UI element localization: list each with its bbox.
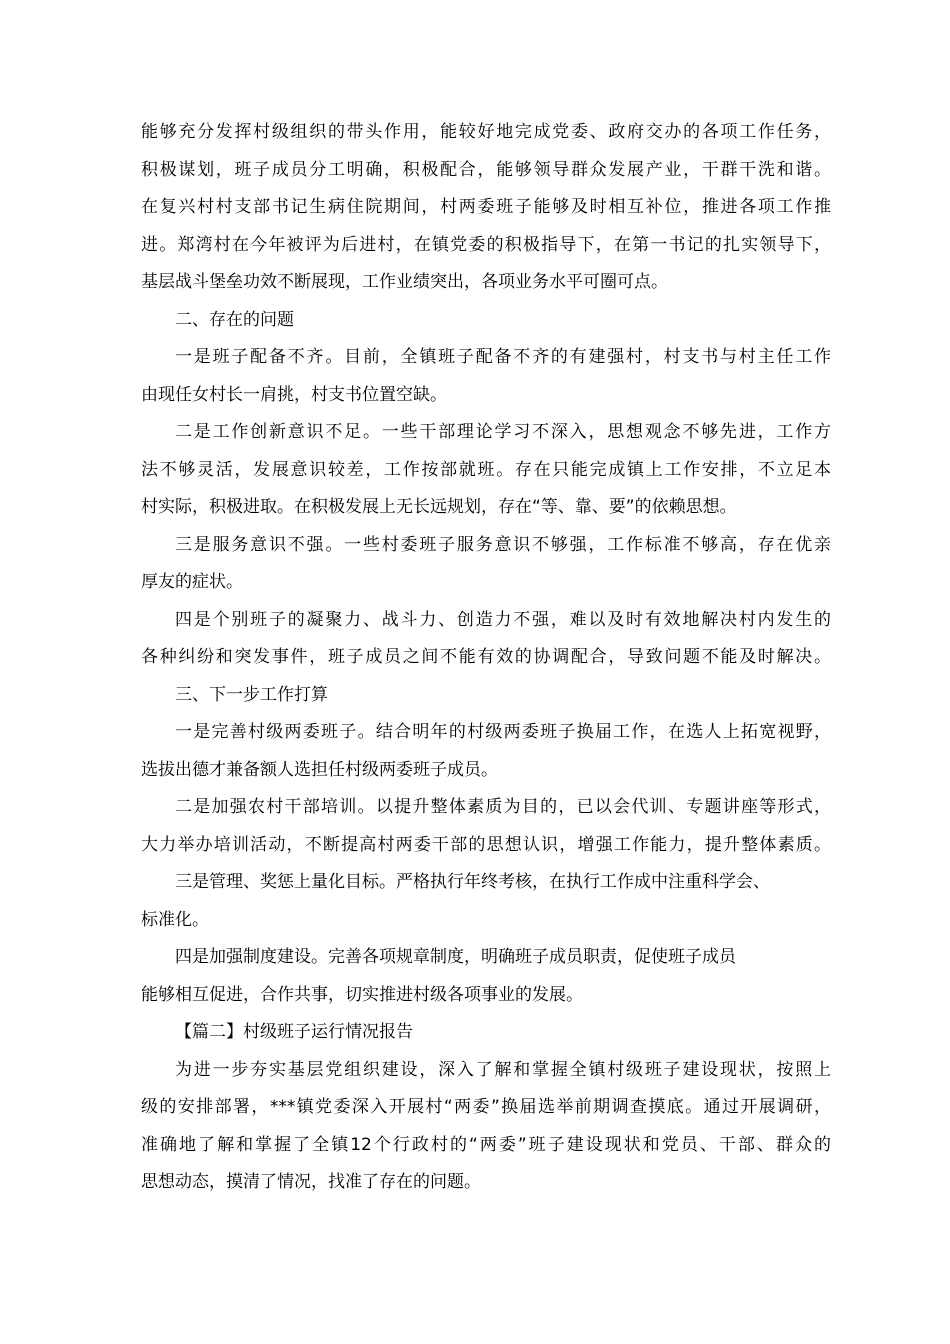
text-line: 由现任女村长一肩挑，村支书位置空缺。: [141, 384, 447, 405]
article-heading: 【篇二】村级班子运行情况报告: [175, 1022, 413, 1042]
text-line: 一是班子配备不齐。目前，全镇班子配备不齐的有建强村，村支书与村主任工作: [175, 347, 831, 367]
text-line: 三是管理、奖惩上量化目标。严格执行年终考核，在执行工作成中注重科学会、: [175, 872, 770, 892]
text-line: 一是完善村级两委班子。结合明年的村级两委班子换届工作，在选人上拓宽视野，: [175, 722, 831, 742]
text-line: 选拔出德才兼备额人选担任村级两委班子成员。: [141, 759, 498, 780]
text-line: 思想动态，摸清了情况，找准了存在的问题。: [141, 1172, 481, 1192]
text-line: 在复兴村村支部书记生病住院期间，村两委班子能够及时相互补位，推进各项工作推: [141, 197, 831, 217]
text-line: 标准化。: [141, 909, 209, 930]
text-line: 三是服务意识不强。一些村委班子服务意识不够强，工作标准不够高，存在优亲: [175, 534, 831, 555]
text-line: 基层战斗堡垒功效不断展现，工作业绩突出，各项业务水平可圈可点。: [141, 272, 668, 292]
text-line: 准确地了解和掌握了全镇12个行政村的“两委”班子建设现状和党员、干部、群众的: [141, 1134, 831, 1155]
body-text: [141, 114, 831, 1202]
section-heading: 二、存在的问题: [175, 309, 294, 330]
text-line: 大力举办培训活动，不断提高村两委干部的思想认识，增强工作能力，提升整体素质。: [141, 834, 831, 855]
text-line: 四是个别班子的凝聚力、战斗力、创造力不强，难以及时有效地解决村内发生的: [175, 609, 831, 630]
text-line: 各种纠纷和突发事件，班子成员之间不能有效的协调配合，导致问题不能及时解决。: [141, 647, 831, 667]
text-line: 二是工作创新意识不足。一些干部理论学习不深入，思想观念不够先进，工作方: [175, 422, 831, 442]
section-heading: 三、下一步工作打算: [175, 684, 328, 705]
text-line: 四是加强制度建设。完善各项规章制度，明确班子成员职责，促使班子成员: [175, 947, 736, 967]
text-line: 二是加强农村干部培训。以提升整体素质为目的，已以会代训、专题讲座等形式，: [175, 797, 831, 817]
text-line: 进。郑湾村在今年被评为后进村，在镇党委的积极指导下，在第一书记的扎实领导下，: [141, 234, 831, 255]
text-line: 能够相互促进，合作共事，切实推进村级各项事业的发展。: [141, 984, 583, 1005]
text-line: 为进一步夯实基层党组织建设，深入了解和掌握全镇村级班子建设现状，按照上: [175, 1059, 831, 1080]
text-line: 级的安排部署，***镇党委深入开展村“两委”换届选举前期调查摸底。通过开展调研，: [141, 1097, 831, 1117]
text-line: 村实际，积极进取。在积极发展上无长远规划，存在“等、靠、要”的依赖思想。: [141, 497, 737, 517]
text-line: 法不够灵活，发展意识较差，工作按部就班。存在只能完成镇上工作安排，不立足本: [141, 459, 831, 480]
text-line: 能够充分发挥村级组织的带头作用，能较好地完成党委、政府交办的各项工作任务，: [141, 122, 831, 142]
text-line: 积极谋划，班子成员分工明确，积极配合，能够领导群众发展产业，干群干洗和谐。: [141, 159, 831, 180]
text-line: 厚友的症状。: [141, 572, 243, 592]
